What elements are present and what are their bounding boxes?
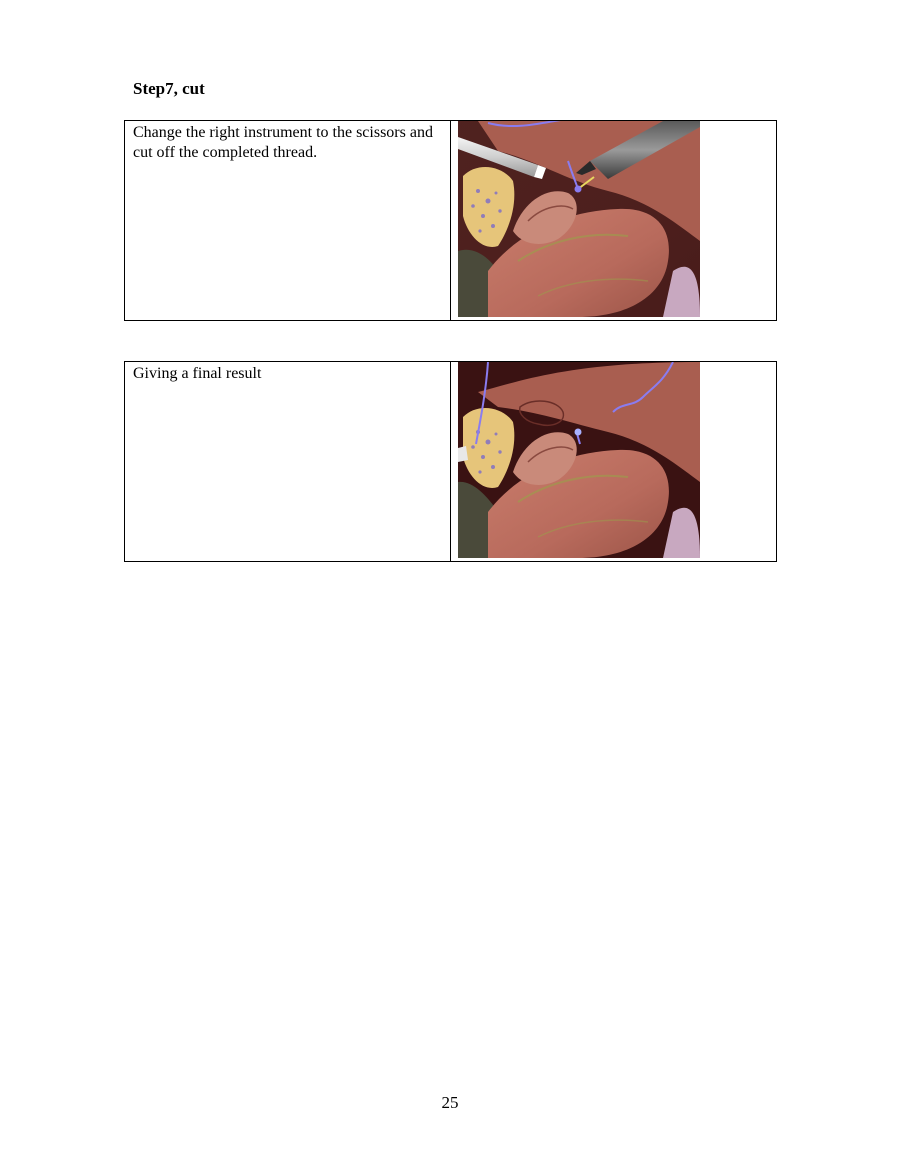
step-table-result	[124, 361, 777, 562]
instruction-cell	[125, 121, 451, 321]
image-cell	[451, 362, 777, 562]
knot-marker	[575, 186, 582, 193]
section-heading: Step7, cut	[133, 79, 205, 98]
result-text: Giving a final result	[133, 365, 262, 382]
image-cell	[451, 121, 777, 321]
instruction-text: Change the right instrument to the scissors and cut off the completed thread.	[133, 124, 433, 161]
knot-marker	[575, 429, 582, 436]
result-cell	[125, 362, 451, 562]
page-number: 25	[441, 1093, 459, 1112]
step-table-cut	[124, 120, 777, 321]
surgical-scene-image-result	[458, 362, 700, 558]
surgical-scene-image-cut	[458, 121, 700, 317]
